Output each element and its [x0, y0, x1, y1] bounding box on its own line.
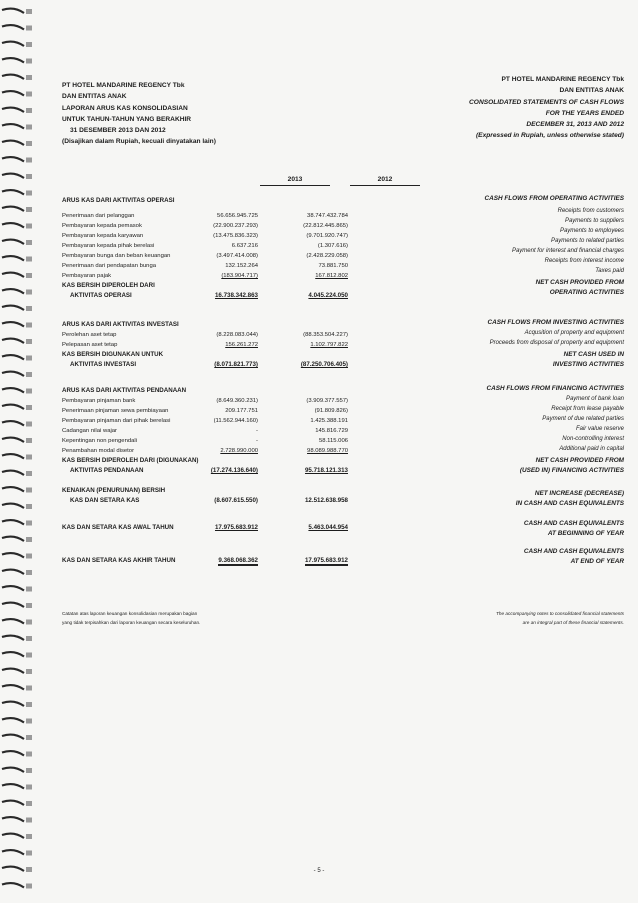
value-2013: [178, 271, 258, 281]
binding-ring: [2, 619, 32, 624]
row-label: AKTIVITAS OPERASI: [70, 292, 132, 299]
column-header-2013: 2013: [260, 175, 330, 186]
amount: (22.812.445.865): [303, 223, 348, 229]
value-2013: [178, 446, 258, 456]
english-label: Receipts from interest income: [544, 258, 624, 264]
amount: 98.089.988.770: [307, 448, 348, 454]
binding-ring: [2, 603, 32, 608]
english-label: Non-controlling interest: [562, 436, 624, 442]
english-label: Additional paid in capital: [559, 446, 624, 452]
row-label: Penambahan modal disetor: [62, 448, 135, 454]
english-label: CASH FLOWS FROM INVESTING ACTIVITIES: [487, 319, 624, 326]
subsidiary-id: DAN ENTITAS ANAK: [62, 93, 127, 101]
binding-ring: [2, 75, 32, 80]
value-2012: [268, 556, 348, 566]
binding-ring: [2, 157, 32, 162]
amount: (11.562.944.160): [213, 418, 258, 424]
binding-ring: [2, 636, 32, 641]
period-line-en: FOR THE YEARS ENDED: [545, 109, 624, 117]
amount: 156.261.272: [225, 342, 258, 348]
company-name-en: PT HOTEL MANDARINE REGENCY Tbk: [501, 76, 624, 83]
binding-ring: [2, 570, 32, 575]
amount: 1.102.797.822: [310, 342, 348, 348]
period-date-en: DECEMBER 31, 2013 AND 2012: [526, 121, 624, 129]
row-label: Perolehan aset tetap: [62, 332, 117, 338]
binding-ring: [2, 174, 32, 179]
amount: (87.250.706.405): [300, 361, 348, 368]
english-label: Acqusition of property and equipment: [524, 330, 624, 336]
amount: 167.812.802: [315, 273, 348, 279]
amount: 5.463.044.954: [308, 524, 348, 531]
value-2012: [268, 211, 348, 221]
value-2013: [178, 466, 258, 476]
binding-ring: [2, 735, 32, 740]
value-2012: [268, 466, 348, 476]
binding-ring: [2, 834, 32, 839]
english-label: NET CASH PROVIDED FROM: [535, 279, 624, 286]
value-2013: [178, 360, 258, 370]
value-2012: [268, 241, 348, 251]
amount: 58.115.006: [318, 438, 348, 444]
row-label: KAS BERSIH DIPEROLEH DARI (DIGUNAKAN): [62, 457, 199, 464]
value-2012: [268, 426, 348, 436]
english-label: INVESTING ACTIVITIES: [552, 361, 624, 368]
english-label: IN CASH AND CASH EQUIVALENTS: [515, 500, 624, 507]
value-2013: [178, 496, 258, 506]
value-2012: [268, 340, 348, 350]
english-label: CASH FLOWS FROM OPERATING ACTIVITIES: [484, 195, 624, 202]
row-label: Pembayaran pajak: [62, 273, 112, 279]
row-label: AKTIVITAS INVESTASI: [70, 361, 137, 368]
amount: 38.747.432.784: [307, 213, 348, 219]
english-label: Taxes paid: [595, 268, 624, 274]
binding-ring: [2, 801, 32, 806]
english-label: Payment for interest and financial charges: [511, 248, 624, 254]
row-label: Pembayaran pinjaman dari pihak berelasi: [62, 418, 171, 424]
english-label: NET INCREASE (DECREASE): [534, 490, 624, 497]
subsidiary-en: DAN ENTITAS ANAK: [559, 87, 624, 95]
binding-ring: [2, 652, 32, 657]
value-2013: [178, 523, 258, 533]
value-2012: [268, 330, 348, 340]
binding-ring: [2, 883, 32, 888]
footnote-line: yang tidak terpisahkan dari laporan keuangan secara keseluruhan.: [62, 620, 201, 625]
amount: 17.975.683.912: [304, 557, 348, 564]
binding-ring: [2, 91, 32, 96]
english-label: CASH AND CASH EQUIVALENTS: [523, 548, 624, 555]
binding-ring: [2, 702, 32, 707]
row-label: Penerimaan dari pendapatan bunga: [62, 263, 156, 269]
amount: 9.368.068.362: [218, 557, 258, 564]
row-label: Cadangan nilai wajar: [62, 428, 118, 434]
row-label: KAS DAN SETARA KAS AWAL TAHUN: [62, 524, 174, 531]
row-label: Pelepasan aset tetap: [62, 342, 118, 348]
amount: (13.475.836.323): [213, 233, 258, 239]
footnote-line: are an integral part of these financial statements.: [522, 620, 624, 625]
row-label: Pembayaran kepada pemasok: [62, 223, 142, 229]
binding-ring: [2, 850, 32, 855]
amount: (3.909.377.557): [306, 398, 348, 404]
value-2012: [268, 416, 348, 426]
value-2013: [178, 436, 258, 446]
value-2013: [178, 556, 258, 566]
value-2013: [178, 231, 258, 241]
value-2012: [268, 496, 348, 506]
amount: 16.738.342.863: [214, 292, 258, 299]
value-2013: [178, 340, 258, 350]
binding-ring: [2, 108, 32, 113]
row-label: Pembayaran pinjaman bank: [62, 398, 136, 404]
value-2013: [178, 221, 258, 231]
binding-ring: [2, 669, 32, 674]
binding-ring: [2, 25, 32, 30]
amount: (2.428.229.058): [306, 253, 348, 259]
amount: 6.637.216: [231, 243, 258, 249]
statement-title-en: CONSOLIDATED STATEMENTS OF CASH FLOWS: [469, 98, 624, 106]
binding-ring: [2, 685, 32, 690]
company-name-id: PT HOTEL MANDARINE REGENCY Tbk: [62, 82, 185, 89]
binding-ring: [2, 190, 32, 195]
amount: 95.718.121.313: [304, 467, 348, 474]
amount: (8.228.083.044): [216, 332, 258, 338]
amount: 12.512.638.958: [304, 497, 348, 504]
amount: (91.809.826): [314, 408, 348, 414]
english-label: Payments to related parties: [550, 238, 624, 244]
amount: -: [256, 428, 258, 434]
value-2012: [268, 523, 348, 533]
english-label: NET CASH PROVIDED FROM: [535, 457, 624, 464]
amount: 17.975.683.912: [214, 524, 258, 531]
value-2013: [178, 251, 258, 261]
row-label: Pembayaran kepada pihak berelasi: [62, 243, 155, 249]
english-label: Payments to suppliers: [564, 218, 624, 224]
english-label: Receipt from lease payable: [551, 406, 624, 412]
value-2012: [268, 291, 348, 301]
english-label: Fair value reserve: [575, 426, 624, 432]
binding-ring: [2, 817, 32, 822]
binding-ring: [2, 751, 32, 756]
value-2012: [268, 406, 348, 416]
english-label: NET CASH USED IN: [563, 351, 624, 358]
amount: (8.649.360.231): [216, 398, 258, 404]
row-label: Kepentingan non pengendali: [62, 438, 138, 444]
binding-ring: [2, 768, 32, 773]
value-2012: [268, 251, 348, 261]
english-label: Payment of due related parties: [542, 416, 624, 422]
value-2013: [178, 426, 258, 436]
amount: 73.881.750: [318, 263, 348, 269]
statement-title-id: LAPORAN ARUS KAS KONSOLIDASIAN: [62, 104, 188, 112]
amount: 209.177.751: [225, 408, 258, 414]
row-label: Penerimaan pinjaman sewa pembiayaan: [62, 408, 169, 414]
row-label: KAS BERSIH DIPEROLEH DARI: [62, 282, 155, 289]
value-2013: [178, 416, 258, 426]
header-indonesian: [62, 80, 322, 148]
period-line-id: UNTUK TAHUN-TAHUN YANG BERAKHIR: [62, 115, 192, 123]
english-label: (USED IN) FINANCING ACTIVITIES: [519, 467, 624, 474]
value-2012: [268, 436, 348, 446]
value-2013: [178, 261, 258, 271]
footnote-line: Catatan atas laporan keuangan konsolidasian merupakan bagian: [62, 611, 198, 616]
english-label: AT BEGINNING OF YEAR: [547, 530, 624, 537]
currency-note-en: (Expressed in Rupiah, unless otherwise stated): [475, 132, 624, 140]
amount: (1.307.616): [317, 243, 348, 249]
value-2012: [268, 360, 348, 370]
english-label: OPERATING ACTIVITIES: [549, 289, 624, 296]
header-english: [324, 74, 624, 142]
footnote-indonesian: [62, 609, 302, 627]
row-label: ARUS KAS DARI AKTIVITAS OPERASI: [62, 197, 175, 204]
english-label: AT END OF YEAR: [570, 558, 624, 565]
amount: (3.497.414.008): [216, 253, 258, 259]
row-label: ARUS KAS DARI AKTIVITAS PENDANAAN: [62, 387, 187, 394]
currency-note-id: (Disajikan dalam Rupiah, kecuali dinyatakan lain): [62, 138, 216, 146]
english-label: Payments to employees: [559, 228, 624, 234]
binding-ring: [2, 141, 32, 146]
value-2012: [268, 231, 348, 241]
row-label: KAS BERSIH DIGUNAKAN UNTUK: [62, 351, 164, 358]
value-2012: [268, 271, 348, 281]
amount: (22.900.237.293): [213, 223, 258, 229]
footnote-line: The accompanying notes to consolidated financial statements: [496, 611, 624, 616]
binding-ring: [2, 9, 32, 14]
amount: (17.274.136.640): [210, 467, 258, 474]
amount: 2.728.990.000: [220, 448, 258, 454]
binding-ring: [2, 124, 32, 129]
row-label: ARUS KAS DARI AKTIVITAS INVESTASI: [62, 321, 179, 328]
amount: 132.152.264: [225, 263, 258, 269]
amount: 4.045.224.050: [308, 292, 348, 299]
value-2012: [268, 261, 348, 271]
binding-ring: [2, 58, 32, 63]
row-label: Penerimaan dari pelanggan: [62, 213, 135, 219]
english-label: Proceeds from disposal of property and equipment: [489, 340, 624, 346]
amount: (8.607.615.550): [214, 497, 258, 504]
row-label: Pembayaran bunga dan beban keuangan: [62, 253, 171, 259]
binding-ring: [2, 537, 32, 542]
binding-ring: [2, 718, 32, 723]
amount: (183.904.717): [221, 273, 258, 279]
column-header-2012: 2012: [350, 175, 420, 186]
binding-ring: [2, 784, 32, 789]
page-number: - 5 -: [313, 868, 325, 874]
footnote-english: [384, 609, 624, 627]
value-2013: [178, 211, 258, 221]
binding-ring: [2, 372, 32, 377]
value-2012: [268, 221, 348, 231]
value-2013: [178, 330, 258, 340]
binding-ring: [2, 42, 32, 47]
row-label: KAS DAN SETARA KAS AKHIR TAHUN: [62, 557, 176, 564]
value-2013: [178, 396, 258, 406]
value-2013: [178, 406, 258, 416]
amount: -: [256, 438, 258, 444]
row-label: KENAIKAN (PENURUNAN) BERSIH: [62, 487, 166, 494]
row-label: Pembayaran kepada karyawan: [62, 233, 144, 239]
amount: (9.701.920.747): [306, 233, 348, 239]
amount: 56.656.945.725: [217, 213, 258, 219]
binding-ring: [2, 306, 32, 311]
value-2012: [268, 446, 348, 456]
period-date-id: 31 DESEMBER 2013 DAN 2012: [70, 127, 166, 135]
english-label: Payment of bank loan: [565, 396, 624, 402]
amount: (8.071.821.773): [214, 361, 258, 368]
english-label: CASH FLOWS FROM FINANCING ACTIVITIES: [486, 385, 624, 392]
amount: 1.425.388.191: [310, 418, 348, 424]
binding-ring: [2, 586, 32, 591]
amount: (88.353.504.227): [303, 332, 348, 338]
value-2012: [268, 396, 348, 406]
english-label: CASH AND CASH EQUIVALENTS: [523, 520, 624, 527]
value-2013: [178, 291, 258, 301]
english-label: Receipts from customers: [557, 208, 624, 214]
value-2013: [178, 241, 258, 251]
row-label: AKTIVITAS PENDANAAN: [70, 467, 144, 474]
amount: 145.816.729: [315, 428, 348, 434]
row-label: KAS DAN SETARA KAS: [70, 497, 140, 504]
